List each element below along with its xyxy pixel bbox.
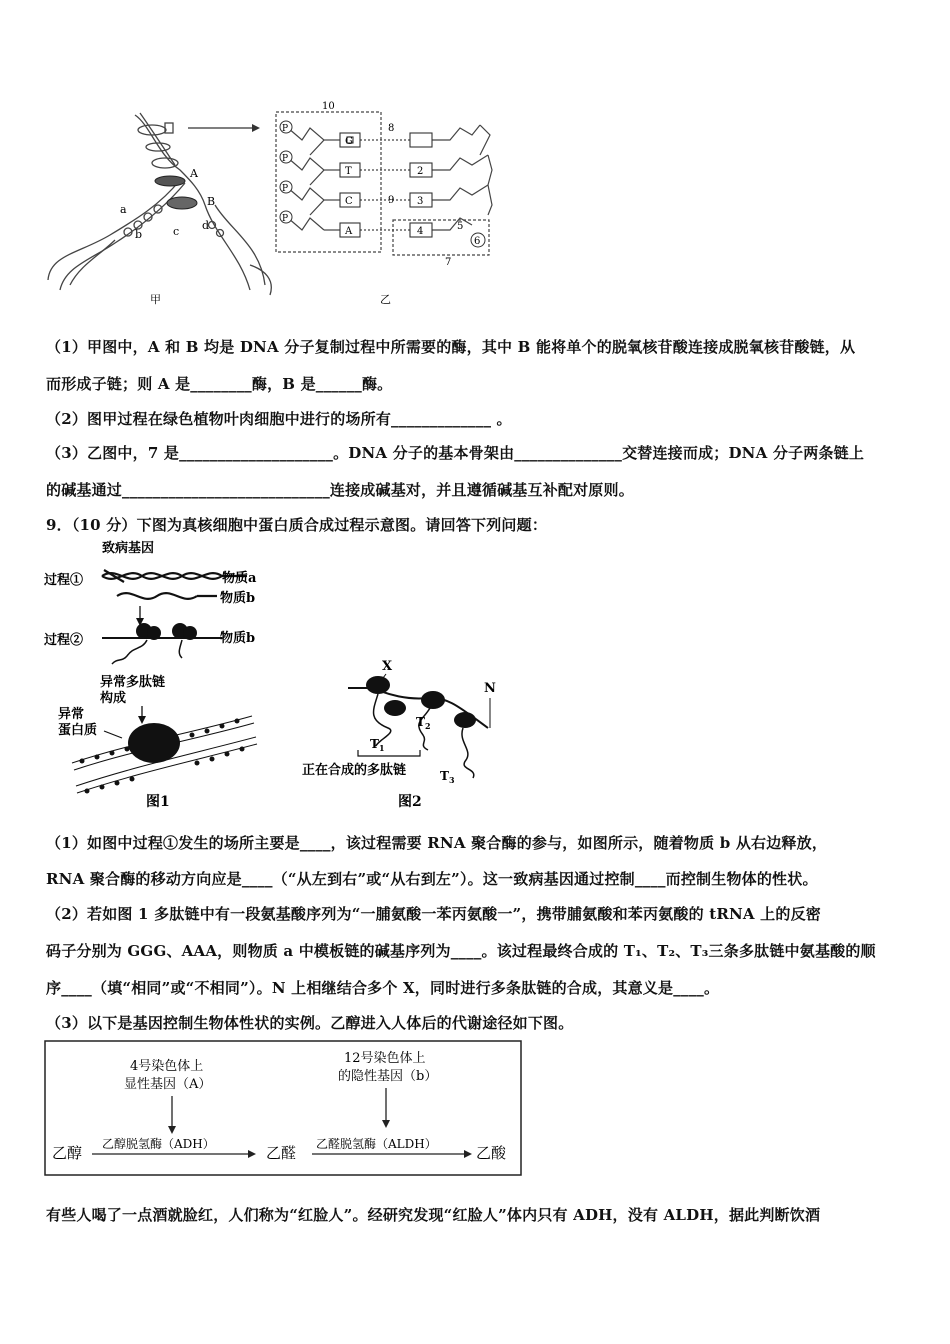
q9-2-line-2: 码子分别为 GGG、AAA，则物质 a 中模板链的碱基序列为____。该过程最终合成的 T₁、T₂、T₃三条多肽链中氨基酸的顺 <box>46 942 876 960</box>
fig2-caption: 图2 <box>398 794 422 810</box>
q8-line-4: （3）乙图中，7 是____________________。DNA 分子的基本骨架由______________交替连接而成；DNA 分子两条链上 <box>46 444 865 462</box>
acetic-acid: 乙酸 <box>476 1144 507 1162</box>
fig2-chain-label: 正在合成的多肽链 <box>302 763 407 778</box>
caption-jia: 甲 <box>150 293 161 306</box>
q9-2-line-1: （2）若如图 1 多肽链中有一段氨基酸序列为“一脯氨酸一苯丙氨酸一”，携带脯氨酸和苯丙氨酸的 tRNA 上的反密 <box>46 905 821 923</box>
num-2: 2 <box>417 166 424 177</box>
num-3: 3 <box>417 196 424 207</box>
label-b-upper: B <box>207 195 216 208</box>
fork-diagram <box>48 113 271 295</box>
gene-a-line1: 4号染色体上 <box>130 1059 204 1074</box>
q8-line-3: （2）图甲过程在绿色植物叶肉细胞中进行的场所有_____________ 。 <box>46 410 512 428</box>
figure-1-transcription-translation <box>42 538 292 813</box>
num-5: 5 <box>457 221 464 232</box>
base-boxes <box>340 133 432 237</box>
label-b-lower: b <box>135 228 143 241</box>
label-d: d <box>202 219 210 232</box>
num-10: 10 <box>322 101 335 112</box>
num-9: 9 <box>388 195 395 206</box>
figure-dna-replication <box>40 95 510 310</box>
fig1-process2: 过程② <box>44 633 84 648</box>
fig2-label-t2: $T_2$ <box>416 715 431 731</box>
fig1-abnormal-protein-2: 蛋白质 <box>58 723 98 738</box>
fig1-title: 致病基因 <box>102 541 155 556</box>
label-a-lower: a <box>120 203 127 216</box>
q8-line-1: （1）甲图中，A 和 B 均是 DNA 分子复制过程中所需要的酶，其中 B 能将单个的脱氧核苷酸连接成脱氧核苷酸链，从 <box>46 338 856 356</box>
enzyme-aldh: 乙醛脱氢酶（ALDH） <box>316 1137 437 1151</box>
fig2-label-x: X <box>382 659 393 674</box>
fig1-process1: 过程① <box>44 573 84 588</box>
fig1-abnormal-protein-1: 异常 <box>58 707 85 722</box>
ethanol: 乙醇 <box>52 1144 83 1162</box>
base-g: G <box>345 136 353 147</box>
q8-line-2: 而形成子链；则 A 是________酶，B 是______酶。 <box>46 375 393 393</box>
caption-yi: 乙 <box>380 293 391 306</box>
num-7: 7 <box>445 257 452 268</box>
abnormal-protein-blob <box>128 723 180 763</box>
fig1-substance-b2: 物质b <box>220 631 256 646</box>
fig1-constitute: 构成 <box>100 691 127 706</box>
q9-3-line-1: （3）以下是基因控制生物体性状的实例。乙醇进入人体后的代谢途径如下图。 <box>46 1014 574 1032</box>
svg-text:P: P <box>282 124 289 134</box>
svg-text:P: P <box>282 214 289 224</box>
svg-text:P: P <box>282 154 289 164</box>
q9-final-line: 有些人喝了一点酒就脸红，人们称为“红脸人”。经研究发现“红脸人”体内只有 ADH，没有 ALDH，据此判断饮酒 <box>46 1206 821 1224</box>
dna-ladder <box>276 112 492 255</box>
fig2-label-t1: $T_1$ <box>370 737 385 753</box>
base-a: A <box>345 226 353 237</box>
base-t: T <box>345 166 352 177</box>
ethanol-pathway-diagram <box>44 1040 524 1178</box>
q9-header: 9．（10 分）下图为真核细胞中蛋白质合成过程示意图。请回答下列问题： <box>46 516 548 534</box>
fig1-abnormal-chain: 异常多肽链 <box>100 675 166 690</box>
fig2-label-t3: $T_3$ <box>440 769 455 785</box>
num-6: 6 <box>474 236 481 247</box>
fig1-caption: 图1 <box>146 794 170 810</box>
num-4: 4 <box>417 226 424 237</box>
fig1-substance-a: 物质a <box>222 571 257 586</box>
q9-1-line-2: RNA 聚合酶的移动方向应是____（“从左到右”或“从右到左”）。这一致病基因通过控制____而控制生物体的性状。 <box>46 870 818 888</box>
q8-line-5: 的碱基通过___________________________连接成碱基对，并且遵循碱基互补配对原则。 <box>46 481 634 499</box>
phosphate-groups <box>280 121 292 224</box>
acetaldehyde: 乙醛 <box>266 1144 297 1162</box>
num-8: 8 <box>388 123 395 134</box>
q9-2-line-3: 序____（填“相同”或“不相同”）。N 上相继结合多个 X，同时进行多条肽链的合成，其意义是____。 <box>46 979 720 997</box>
gene-a-line2: 显性基因（A） <box>124 1077 212 1092</box>
figure-2-polyribosome <box>298 650 518 810</box>
gene-b-line2: 的隐性基因（b） <box>338 1069 438 1084</box>
fig1-substance-b: 物质b <box>220 591 256 606</box>
q9-1-line-1: （1）如图中过程①发生的场所主要是____，该过程需要 RNA 聚合酶的参与，如图所示，随着物质 b 从右边释放， <box>46 834 828 852</box>
label-c: c <box>173 225 180 238</box>
enzyme-b <box>167 197 197 209</box>
base-c: C <box>345 196 353 207</box>
enzyme-adh: 乙醇脱氢酶（ADH） <box>102 1137 215 1151</box>
fig2-label-n: N <box>484 681 496 696</box>
label-a-upper: A <box>190 167 198 180</box>
enzyme-a <box>155 176 185 186</box>
svg-text:P: P <box>282 184 289 194</box>
gene-b-line1: 12号染色体上 <box>344 1051 426 1066</box>
